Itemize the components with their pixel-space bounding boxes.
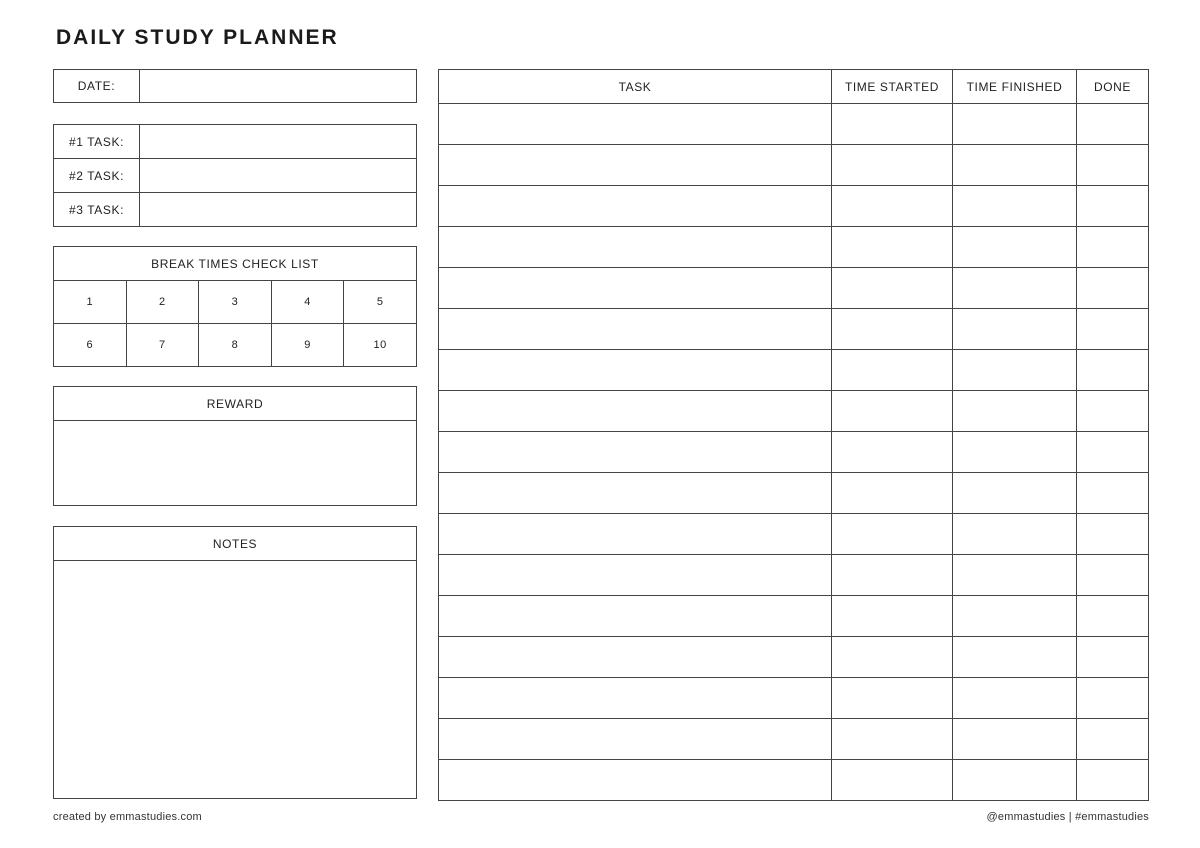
task-cell[interactable] <box>439 760 832 801</box>
done-cell[interactable] <box>1077 391 1149 432</box>
task-cell[interactable] <box>439 596 832 637</box>
column-header-time-started: TIME STARTED <box>832 70 953 104</box>
page-title: DAILY STUDY PLANNER <box>56 26 339 49</box>
reward-field[interactable] <box>54 421 417 506</box>
done-cell[interactable] <box>1077 350 1149 391</box>
table-row <box>439 309 1149 350</box>
footer-credit: created by emmastudies.com <box>53 811 202 823</box>
break-checkbox[interactable]: 10 <box>344 324 417 367</box>
time-finished-cell[interactable] <box>953 391 1077 432</box>
done-cell[interactable] <box>1077 268 1149 309</box>
priority-task-row <box>54 193 417 227</box>
task-cell[interactable] <box>439 514 832 555</box>
task-cell[interactable] <box>439 309 832 350</box>
table-row <box>439 391 1149 432</box>
done-cell[interactable] <box>1077 227 1149 268</box>
done-cell[interactable] <box>1077 309 1149 350</box>
time-started-cell[interactable] <box>832 268 953 309</box>
done-cell[interactable] <box>1077 104 1149 145</box>
break-checkbox[interactable]: 3 <box>199 281 272 324</box>
task-cell[interactable] <box>439 473 832 514</box>
priority-task-label: #1 TASK: <box>54 125 140 159</box>
break-checkbox[interactable]: 5 <box>344 281 417 324</box>
time-finished-cell[interactable] <box>953 637 1077 678</box>
column-header-time-finished: TIME FINISHED <box>953 70 1077 104</box>
priority-task-row <box>54 125 417 159</box>
time-started-cell[interactable] <box>832 596 953 637</box>
priority-task-field[interactable] <box>140 159 417 193</box>
priority-task-label: #2 TASK: <box>54 159 140 193</box>
time-finished-cell[interactable] <box>953 145 1077 186</box>
table-row <box>439 104 1149 145</box>
time-started-cell[interactable] <box>832 186 953 227</box>
time-started-cell[interactable] <box>832 227 953 268</box>
time-finished-cell[interactable] <box>953 186 1077 227</box>
time-finished-cell[interactable] <box>953 555 1077 596</box>
table-row <box>439 637 1149 678</box>
done-cell[interactable] <box>1077 719 1149 760</box>
time-started-cell[interactable] <box>832 473 953 514</box>
break-checkbox[interactable]: 4 <box>271 281 344 324</box>
table-row <box>439 268 1149 309</box>
done-cell[interactable] <box>1077 473 1149 514</box>
task-cell[interactable] <box>439 637 832 678</box>
task-cell[interactable] <box>439 432 832 473</box>
task-cell[interactable] <box>439 350 832 391</box>
break-checklist-heading: BREAK TIMES CHECK LIST <box>54 247 417 281</box>
time-finished-cell[interactable] <box>953 227 1077 268</box>
task-cell[interactable] <box>439 227 832 268</box>
time-finished-cell[interactable] <box>953 596 1077 637</box>
time-started-cell[interactable] <box>832 104 953 145</box>
break-checkbox[interactable]: 7 <box>126 324 199 367</box>
task-cell[interactable] <box>439 678 832 719</box>
time-started-cell[interactable] <box>832 391 953 432</box>
task-cell[interactable] <box>439 145 832 186</box>
table-row <box>439 719 1149 760</box>
time-finished-cell[interactable] <box>953 432 1077 473</box>
time-started-cell[interactable] <box>832 760 953 801</box>
break-checkbox[interactable]: 6 <box>54 324 127 367</box>
table-row <box>439 227 1149 268</box>
time-started-cell[interactable] <box>832 637 953 678</box>
done-cell[interactable] <box>1077 596 1149 637</box>
table-row <box>439 678 1149 719</box>
table-row <box>439 350 1149 391</box>
time-finished-cell[interactable] <box>953 350 1077 391</box>
time-finished-cell[interactable] <box>953 719 1077 760</box>
done-cell[interactable] <box>1077 555 1149 596</box>
break-checkbox[interactable]: 9 <box>271 324 344 367</box>
time-started-cell[interactable] <box>832 719 953 760</box>
column-header-task: TASK <box>439 70 832 104</box>
priority-task-field[interactable] <box>140 193 417 227</box>
priority-tasks <box>53 124 417 227</box>
task-cell[interactable] <box>439 186 832 227</box>
notes-heading: NOTES <box>54 527 417 561</box>
footer-social: @emmastudies | #emmastudies <box>986 811 1149 823</box>
time-started-cell[interactable] <box>832 145 953 186</box>
task-cell[interactable] <box>439 104 832 145</box>
table-row <box>439 555 1149 596</box>
break-checkbox[interactable]: 1 <box>54 281 127 324</box>
priority-task-field[interactable] <box>140 125 417 159</box>
column-header-done: DONE <box>1077 70 1149 104</box>
time-started-cell[interactable] <box>832 514 953 555</box>
reward-heading: REWARD <box>54 387 417 421</box>
date-section <box>53 69 417 103</box>
task-cell[interactable] <box>439 268 832 309</box>
notes-field[interactable] <box>54 561 417 799</box>
table-row <box>439 514 1149 555</box>
task-cell[interactable] <box>439 719 832 760</box>
time-finished-cell[interactable] <box>953 473 1077 514</box>
time-finished-cell[interactable] <box>953 760 1077 801</box>
table-row <box>439 186 1149 227</box>
time-finished-cell[interactable] <box>953 268 1077 309</box>
time-finished-cell[interactable] <box>953 514 1077 555</box>
time-finished-cell[interactable] <box>953 309 1077 350</box>
task-log-table <box>438 69 1149 801</box>
task-cell[interactable] <box>439 391 832 432</box>
priority-task-row <box>54 159 417 193</box>
priority-task-label: #3 TASK: <box>54 193 140 227</box>
task-cell[interactable] <box>439 555 832 596</box>
table-row <box>439 596 1149 637</box>
done-cell[interactable] <box>1077 637 1149 678</box>
time-started-cell[interactable] <box>832 309 953 350</box>
date-field[interactable] <box>140 70 417 103</box>
table-row <box>439 145 1149 186</box>
time-finished-cell[interactable] <box>953 104 1077 145</box>
break-times-checklist <box>53 246 417 367</box>
done-cell[interactable] <box>1077 145 1149 186</box>
break-checkbox[interactable]: 8 <box>199 324 272 367</box>
time-started-cell[interactable] <box>832 678 953 719</box>
done-cell[interactable] <box>1077 432 1149 473</box>
break-checkbox[interactable]: 2 <box>126 281 199 324</box>
table-row <box>439 473 1149 514</box>
done-cell[interactable] <box>1077 514 1149 555</box>
table-row <box>439 760 1149 801</box>
time-started-cell[interactable] <box>832 555 953 596</box>
time-started-cell[interactable] <box>832 432 953 473</box>
time-finished-cell[interactable] <box>953 678 1077 719</box>
reward-section <box>53 386 417 506</box>
notes-section <box>53 526 417 799</box>
done-cell[interactable] <box>1077 760 1149 801</box>
done-cell[interactable] <box>1077 186 1149 227</box>
table-row <box>439 432 1149 473</box>
done-cell[interactable] <box>1077 678 1149 719</box>
time-started-cell[interactable] <box>832 350 953 391</box>
date-label: DATE: <box>54 70 140 103</box>
